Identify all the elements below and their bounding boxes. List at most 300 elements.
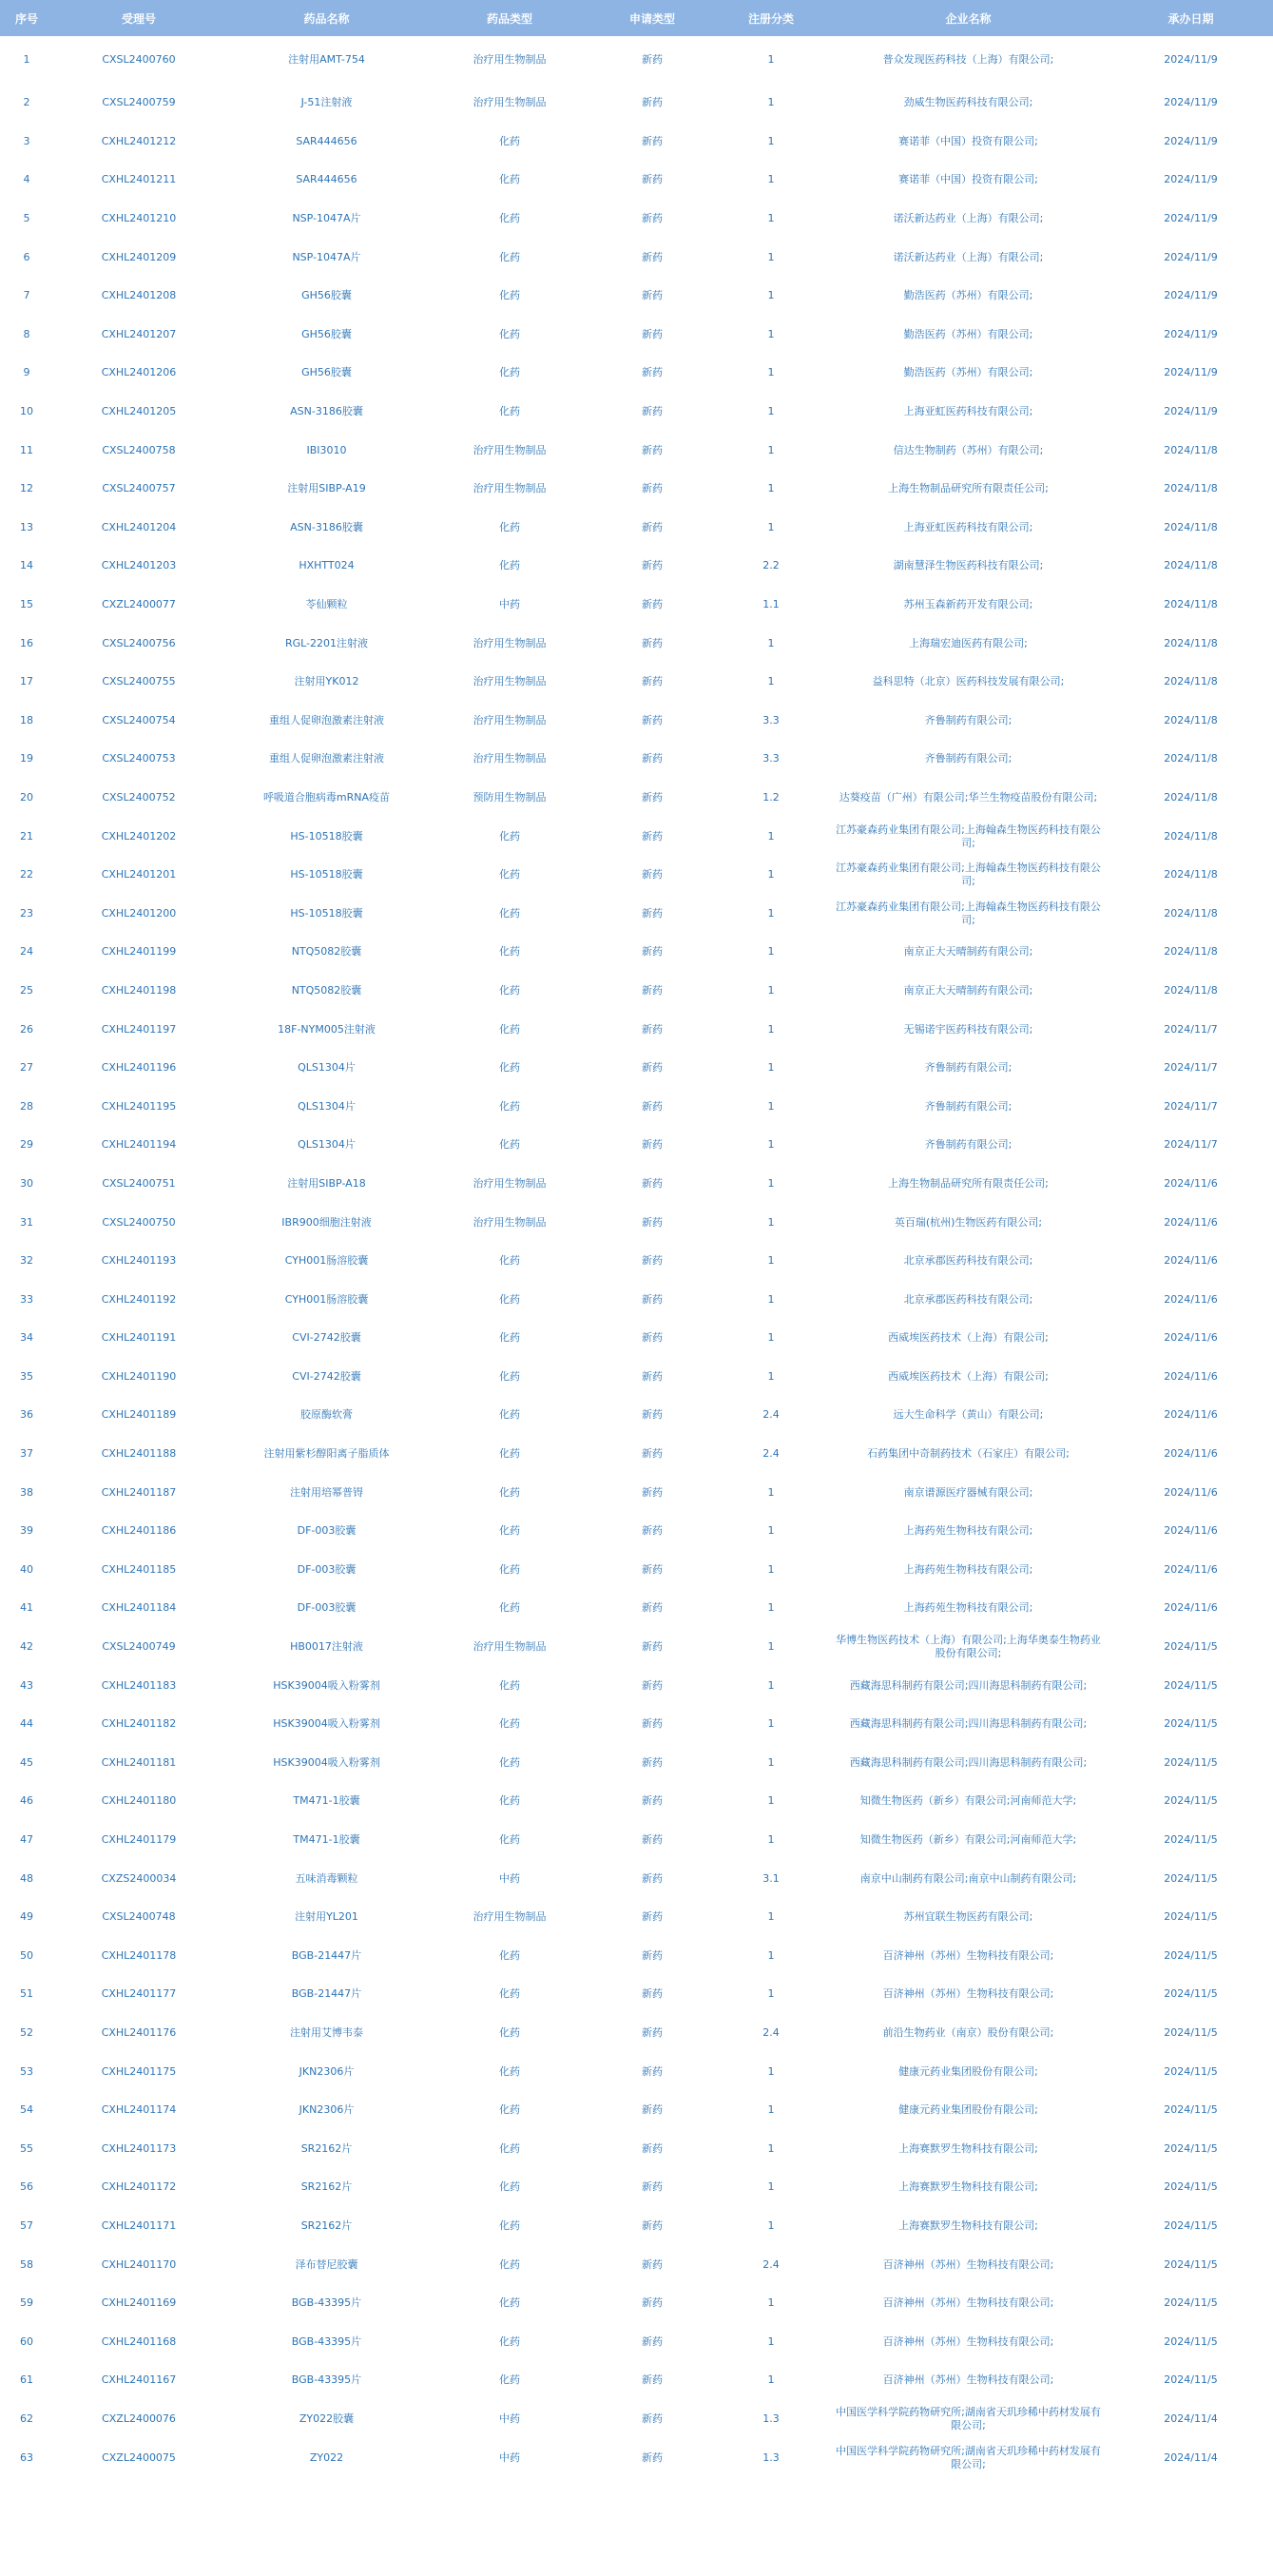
cell-company: 百济神州（苏州）生物科技有限公司; (882, 2257, 1054, 2271)
cell-drug-name: DF-003胶囊 (297, 1562, 357, 1576)
cell-index: 56 (20, 2180, 33, 2194)
table-row (0, 2400, 1273, 2439)
cell-date: 2024/11/8 (1164, 906, 1218, 920)
cell-date: 2024/11/4 (1164, 2411, 1218, 2425)
cell-company: 齐鲁制药有限公司; (924, 1061, 1013, 1075)
cell-registration-class: 1 (767, 327, 775, 340)
cell-drug-name: 注射用SIBP-A19 (287, 482, 366, 495)
cell-drug-type: 治疗用生物制品 (473, 96, 547, 109)
cell-drug-name: J-51注射液 (300, 96, 353, 109)
header-row (0, 0, 1273, 36)
cell-drug-type: 中药 (499, 2411, 520, 2425)
cell-drug-name: DF-003胶囊 (297, 1601, 357, 1615)
cell-drug-name: ZY022胶囊 (299, 2411, 355, 2425)
cell-index: 53 (20, 2064, 33, 2078)
cell-application-type: 新药 (642, 1601, 663, 1615)
cell-registration-class: 1 (767, 2373, 775, 2387)
cell-company: 健康元药业集团股份有限公司; (898, 2103, 1038, 2117)
cell-drug-type: 化药 (499, 1254, 520, 1268)
cell-application-type: 新药 (642, 1022, 663, 1036)
cell-acceptance-no: CXHL2401169 (101, 2296, 177, 2310)
cell-drug-type: 化药 (499, 1447, 520, 1461)
cell-drug-type: 化药 (499, 2025, 520, 2039)
cell-date: 2024/11/8 (1164, 675, 1218, 688)
cell-drug-type: 化药 (499, 289, 520, 302)
cell-index: 38 (20, 1485, 33, 1499)
cell-acceptance-no: CXHL2401199 (101, 945, 177, 959)
cell-date: 2024/11/8 (1164, 868, 1218, 881)
cell-registration-class: 1 (767, 1061, 775, 1075)
cell-registration-class: 2.2 (762, 559, 780, 572)
table-row (0, 1589, 1273, 1628)
cell-index: 20 (20, 790, 33, 804)
cell-acceptance-no: CXHL2401174 (101, 2103, 177, 2117)
cell-application-type: 新药 (642, 868, 663, 881)
header-index[interactable]: 序号 (0, 0, 53, 36)
cell-registration-class: 1 (767, 1717, 775, 1731)
cell-acceptance-no: CXHL2401208 (101, 289, 177, 302)
cell-acceptance-no: CXHL2401202 (101, 829, 177, 843)
cell-index: 7 (23, 289, 30, 302)
cell-drug-type: 化药 (499, 212, 520, 225)
cell-application-type: 新药 (642, 713, 663, 726)
cell-acceptance-no: CXZL2400077 (102, 598, 176, 611)
cell-registration-class: 1 (767, 636, 775, 649)
cell-company: 信达生物制药（苏州）有限公司; (893, 443, 1044, 456)
cell-acceptance-no: CXHL2401193 (101, 1254, 177, 1268)
cell-drug-type: 治疗用生物制品 (473, 675, 547, 688)
cell-registration-class: 1 (767, 1292, 775, 1306)
cell-drug-type: 化药 (499, 945, 520, 959)
cell-registration-class: 1 (767, 2296, 775, 2310)
cell-application-type: 新药 (642, 1369, 663, 1383)
cell-acceptance-no: CXHL2401171 (101, 2218, 177, 2232)
cell-index: 39 (20, 1524, 33, 1538)
cell-application-type: 新药 (642, 1562, 663, 1576)
table-row (0, 1203, 1273, 1242)
cell-index: 57 (20, 2218, 33, 2232)
header-application-type[interactable]: 申请类型 (590, 0, 714, 36)
table-row (0, 1628, 1273, 1667)
header-acceptance-no[interactable]: 受理号 (53, 0, 224, 36)
cell-index: 3 (23, 134, 30, 147)
cell-registration-class: 1 (767, 2218, 775, 2232)
cell-registration-class: 3.3 (762, 713, 780, 726)
cell-company: 上海赛默罗生物科技有限公司; (898, 2218, 1038, 2232)
cell-drug-type: 化药 (499, 1524, 520, 1538)
header-company[interactable]: 企业名称 (828, 0, 1109, 36)
cell-drug-type: 化药 (499, 1755, 520, 1769)
cell-acceptance-no: CXHL2401204 (101, 520, 177, 533)
cell-date: 2024/11/5 (1164, 1910, 1218, 1924)
table-row (0, 2361, 1273, 2400)
cell-company: 石药集团中奇制药技术（石家庄）有限公司; (867, 1447, 1070, 1461)
cell-index: 16 (20, 636, 33, 649)
cell-company: 齐鲁制药有限公司; (924, 713, 1013, 726)
cell-application-type: 新药 (642, 134, 663, 147)
cell-application-type: 新药 (642, 1061, 663, 1075)
cell-acceptance-no: CXSL2400759 (102, 96, 176, 109)
cell-date: 2024/11/6 (1164, 1215, 1218, 1229)
cell-drug-type: 化药 (499, 1601, 520, 1615)
cell-index: 54 (20, 2103, 33, 2117)
header-drug-type[interactable]: 药品类型 (429, 0, 590, 36)
cell-drug-name: HB0017注射液 (290, 1640, 363, 1654)
cell-registration-class: 1 (767, 1678, 775, 1692)
cell-company: 诺沃新达药业（上海）有限公司; (893, 212, 1044, 225)
cell-drug-type: 治疗用生物制品 (473, 482, 547, 495)
cell-date: 2024/11/5 (1164, 1717, 1218, 1731)
cell-application-type: 新药 (642, 327, 663, 340)
cell-index: 37 (20, 1447, 33, 1461)
cell-acceptance-no: CXSL2400752 (102, 790, 176, 804)
table-row (0, 1126, 1273, 1165)
cell-drug-name: NTQ5082胶囊 (291, 945, 362, 959)
cell-application-type: 新药 (642, 1717, 663, 1731)
table-row (0, 624, 1273, 663)
cell-drug-type: 化药 (499, 1369, 520, 1383)
cell-acceptance-no: CXZL2400075 (102, 2450, 176, 2464)
cell-acceptance-no: CXHL2401195 (101, 1099, 177, 1113)
cell-date: 2024/11/5 (1164, 2296, 1218, 2310)
cell-company: 诺沃新达药业（上海）有限公司; (893, 250, 1044, 263)
cell-acceptance-no: CXHL2401182 (101, 1717, 177, 1731)
table-row (0, 2207, 1273, 2246)
cell-registration-class: 1 (767, 1176, 775, 1190)
cell-drug-name: 注射用YK012 (294, 675, 359, 688)
cell-acceptance-no: CXHL2401172 (101, 2180, 177, 2194)
cell-index: 46 (20, 1794, 33, 1808)
cell-application-type: 新药 (642, 752, 663, 765)
cell-company: 上海生物制品研究所有限责任公司; (888, 1176, 1049, 1190)
cell-drug-name: CYH001肠溶胶囊 (284, 1254, 369, 1268)
cell-index: 15 (20, 598, 33, 611)
cell-acceptance-no: CXSL2400760 (102, 53, 176, 66)
cell-date: 2024/11/5 (1164, 2025, 1218, 2039)
cell-acceptance-no: CXSL2400755 (102, 675, 176, 688)
table-row (0, 470, 1273, 509)
cell-registration-class: 1 (767, 1524, 775, 1538)
cell-index: 22 (20, 868, 33, 881)
cell-drug-type: 治疗用生物制品 (473, 443, 547, 456)
cell-company: 上海亚虹医药科技有限公司; (903, 520, 1033, 533)
header-date[interactable]: 承办日期 (1109, 0, 1273, 36)
cell-registration-class: 1 (767, 1948, 775, 1962)
cell-registration-class: 1 (767, 675, 775, 688)
cell-application-type: 新药 (642, 1755, 663, 1769)
cell-acceptance-no: CXSL2400751 (102, 1176, 176, 1190)
cell-drug-name: SAR444656 (296, 173, 357, 186)
table-row (0, 200, 1273, 239)
cell-registration-class: 1 (767, 1138, 775, 1152)
cell-drug-type: 化药 (499, 906, 520, 920)
cell-index: 33 (20, 1292, 33, 1306)
cell-application-type: 新药 (642, 1948, 663, 1962)
cell-drug-name: JKN2306片 (299, 2064, 355, 2078)
cell-application-type: 新药 (642, 96, 663, 109)
table-row (0, 1898, 1273, 1937)
cell-registration-class: 1 (767, 1369, 775, 1383)
table-row (0, 123, 1273, 162)
table-row (0, 1280, 1273, 1319)
cell-company: 健康元药业集团股份有限公司; (898, 2064, 1038, 2078)
cell-company: 赛诺菲（中国）投资有限公司; (898, 134, 1038, 147)
cell-drug-name: ASN-3186胶囊 (290, 520, 363, 533)
cell-acceptance-no: CXZS2400034 (101, 1871, 177, 1885)
cell-drug-type: 中药 (499, 2450, 520, 2464)
cell-index: 17 (20, 675, 33, 688)
cell-drug-type: 化药 (499, 983, 520, 997)
cell-application-type: 新药 (642, 1138, 663, 1152)
cell-drug-type: 化药 (499, 2103, 520, 2117)
cell-date: 2024/11/5 (1164, 1987, 1218, 2001)
cell-company: 勤浩医药（苏州）有限公司; (903, 366, 1033, 379)
cell-drug-type: 化药 (499, 2141, 520, 2155)
cell-drug-type: 化药 (499, 1794, 520, 1808)
cell-registration-class: 1 (767, 1640, 775, 1654)
header-drug-name[interactable]: 药品名称 (224, 0, 429, 36)
cell-company: 知微生物医药（新乡）有限公司;河南师范大学; (859, 1794, 1077, 1808)
cell-registration-class: 1 (767, 1833, 775, 1847)
cell-company: 西藏海思科制药有限公司;四川海思科制药有限公司; (849, 1717, 1088, 1731)
cell-drug-type: 化药 (499, 520, 520, 533)
cell-acceptance-no: CXHL2401203 (101, 559, 177, 572)
cell-acceptance-no: CXHL2401198 (101, 983, 177, 997)
cell-drug-type: 治疗用生物制品 (473, 713, 547, 726)
cell-acceptance-no: CXSL2400754 (102, 713, 176, 726)
cell-index: 62 (20, 2411, 33, 2425)
table-row (0, 1666, 1273, 1705)
cell-index: 18 (20, 713, 33, 726)
cell-drug-type: 化药 (499, 1099, 520, 1113)
cell-application-type: 新药 (642, 945, 663, 959)
cell-date: 2024/11/5 (1164, 2257, 1218, 2271)
cell-acceptance-no: CXSL2400756 (102, 636, 176, 649)
cell-registration-class: 1 (767, 96, 775, 109)
cell-acceptance-no: CXHL2401170 (101, 2257, 177, 2271)
table-row (0, 2168, 1273, 2207)
cell-application-type: 新药 (642, 2180, 663, 2194)
cell-drug-name: BGB-43395片 (291, 2334, 362, 2348)
cell-drug-type: 化药 (499, 1138, 520, 1152)
cell-registration-class: 1 (767, 1215, 775, 1229)
table-row (0, 1165, 1273, 1204)
cell-acceptance-no: CXHL2401201 (101, 868, 177, 881)
cell-company: 百济神州（苏州）生物科技有限公司; (882, 2373, 1054, 2387)
table-row (0, 663, 1273, 702)
cell-date: 2024/11/5 (1164, 1948, 1218, 1962)
cell-drug-name: 胶原酶软膏 (300, 1408, 353, 1422)
cell-registration-class: 1 (767, 1254, 775, 1268)
table-row (0, 1937, 1273, 1976)
cell-acceptance-no: CXHL2401190 (101, 1369, 177, 1383)
cell-drug-name: ASN-3186胶囊 (290, 405, 363, 418)
cell-index: 47 (20, 1833, 33, 1847)
cell-company: 百济神州（苏州）生物科技有限公司; (882, 1948, 1054, 1962)
cell-drug-name: 重组人促卵泡激素注射液 (269, 752, 384, 765)
cell-date: 2024/11/9 (1164, 405, 1218, 418)
cell-acceptance-no: CXHL2401180 (101, 1794, 177, 1808)
cell-acceptance-no: CXHL2401187 (101, 1485, 177, 1499)
cell-registration-class: 1 (767, 134, 775, 147)
cell-date: 2024/11/9 (1164, 212, 1218, 225)
cell-drug-type: 治疗用生物制品 (473, 1215, 547, 1229)
cell-drug-name: CVI-2742胶囊 (292, 1369, 361, 1383)
cell-date: 2024/11/8 (1164, 598, 1218, 611)
cell-application-type: 新药 (642, 1176, 663, 1190)
cell-application-type: 新药 (642, 2296, 663, 2310)
cell-date: 2024/11/5 (1164, 1794, 1218, 1808)
cell-registration-class: 3.3 (762, 752, 780, 765)
table-row (0, 316, 1273, 355)
table-row (0, 2245, 1273, 2284)
cell-application-type: 新药 (642, 598, 663, 611)
table-row (0, 1049, 1273, 1088)
cell-company: 勤浩医药（苏州）有限公司; (903, 327, 1033, 340)
cell-drug-type: 化药 (499, 366, 520, 379)
cell-date: 2024/11/9 (1164, 289, 1218, 302)
cell-date: 2024/11/9 (1164, 173, 1218, 186)
cell-drug-type: 治疗用生物制品 (473, 636, 547, 649)
cell-drug-type: 中药 (499, 598, 520, 611)
cell-drug-type: 化药 (499, 405, 520, 418)
cell-index: 42 (20, 1640, 33, 1654)
cell-application-type: 新药 (642, 1292, 663, 1306)
cell-date: 2024/11/9 (1164, 134, 1218, 147)
cell-drug-name: 注射用艾博韦泰 (290, 2025, 363, 2039)
cell-drug-name: 注射用培幂普锝 (290, 1485, 363, 1499)
cell-drug-type: 化药 (499, 1331, 520, 1345)
cell-date: 2024/11/5 (1164, 2373, 1218, 2387)
cell-company: 西威埃医药技术（上海）有限公司; (888, 1331, 1049, 1345)
cell-acceptance-no: CXHL2401194 (101, 1138, 177, 1152)
cell-date: 2024/11/8 (1164, 790, 1218, 804)
cell-date: 2024/11/5 (1164, 1833, 1218, 1847)
cell-drug-name: BGB-21447片 (291, 1948, 362, 1962)
cell-company: 百济神州（苏州）生物科技有限公司; (882, 2334, 1054, 2348)
cell-registration-class: 1 (767, 1562, 775, 1576)
cell-acceptance-no: CXHL2401200 (101, 906, 177, 920)
cell-acceptance-no: CXHL2401179 (101, 1833, 177, 1847)
cell-acceptance-no: CXHL2401197 (101, 1022, 177, 1036)
cell-drug-type: 化药 (499, 1948, 520, 1962)
cell-drug-type: 化药 (499, 1562, 520, 1576)
cell-company: 英百瑞(杭州)生物医药有限公司; (894, 1215, 1043, 1229)
cell-drug-type: 化药 (499, 1485, 520, 1499)
header-registration-class[interactable]: 注册分类 (714, 0, 828, 36)
cell-registration-class: 1 (767, 2180, 775, 2194)
cell-application-type: 新药 (642, 1215, 663, 1229)
cell-drug-name: ZY022 (309, 2450, 344, 2464)
cell-acceptance-no: CXHL2401178 (101, 1948, 177, 1962)
cell-index: 30 (20, 1176, 33, 1190)
cell-acceptance-no: CXHL2401192 (101, 1292, 177, 1306)
cell-index: 26 (20, 1022, 33, 1036)
cell-index: 13 (20, 520, 33, 533)
cell-company: 达葵疫苗（广州）有限公司;华兰生物疫苗股份有限公司; (839, 790, 1098, 804)
table-row (0, 1087, 1273, 1126)
table-row (0, 1358, 1273, 1397)
cell-drug-type: 化药 (499, 2334, 520, 2348)
cell-registration-class: 1 (767, 2334, 775, 2348)
cell-registration-class: 1 (767, 250, 775, 263)
cell-application-type: 新药 (642, 2025, 663, 2039)
cell-drug-name: HSK39004吸入粉雾剂 (273, 1678, 380, 1692)
table-row (0, 84, 1273, 123)
table-row (0, 1010, 1273, 1049)
cell-drug-type: 化药 (499, 1833, 520, 1847)
cell-index: 40 (20, 1562, 33, 1576)
cell-index: 59 (20, 2296, 33, 2310)
cell-application-type: 新药 (642, 1910, 663, 1924)
cell-acceptance-no: CXHL2401184 (101, 1601, 177, 1615)
cell-company: 上海亚虹医药科技有限公司; (903, 405, 1033, 418)
cell-application-type: 新药 (642, 1987, 663, 2001)
cell-company: 无锡诺宇医药科技有限公司; (903, 1022, 1033, 1036)
cell-date: 2024/11/6 (1164, 1447, 1218, 1461)
cell-date: 2024/11/7 (1164, 1099, 1218, 1113)
cell-drug-name: TM471-1胶囊 (293, 1794, 360, 1808)
cell-date: 2024/11/6 (1164, 1176, 1218, 1190)
cell-acceptance-no: CXHL2401186 (101, 1524, 177, 1538)
cell-company: 江苏豪森药业集团有限公司;上海翰森生物医药科技有限公司; (836, 862, 1101, 888)
cell-index: 29 (20, 1138, 33, 1152)
cell-company: 湖南慧泽生物医药科技有限公司; (893, 559, 1044, 572)
cell-acceptance-no: CXZL2400076 (102, 2411, 176, 2425)
table-row (0, 2284, 1273, 2323)
cell-application-type: 新药 (642, 790, 663, 804)
cell-drug-type: 化药 (499, 2373, 520, 2387)
table-row (0, 1782, 1273, 1821)
cell-drug-type: 治疗用生物制品 (473, 53, 547, 66)
cell-date: 2024/11/6 (1164, 1369, 1218, 1383)
cell-application-type: 新药 (642, 482, 663, 495)
cell-registration-class: 1 (767, 1755, 775, 1769)
cell-acceptance-no: CXHL2401181 (101, 1755, 177, 1769)
cell-registration-class: 1 (767, 2141, 775, 2155)
table-row (0, 393, 1273, 432)
cell-company: 上海瑞宏迪医药有限公司; (909, 636, 1028, 649)
cell-date: 2024/11/5 (1164, 1640, 1218, 1654)
cell-drug-name: SR2162片 (300, 2180, 353, 2194)
cell-acceptance-no: CXHL2401188 (101, 1447, 177, 1461)
cell-index: 12 (20, 482, 33, 495)
cell-application-type: 新药 (642, 212, 663, 225)
cell-application-type: 新药 (642, 1099, 663, 1113)
cell-index: 35 (20, 1369, 33, 1383)
cell-date: 2024/11/6 (1164, 1331, 1218, 1345)
cell-company: 齐鲁制药有限公司; (924, 1099, 1013, 1113)
cell-index: 32 (20, 1254, 33, 1268)
cell-registration-class: 1 (767, 212, 775, 225)
cell-index: 49 (20, 1910, 33, 1924)
table-row (0, 2322, 1273, 2361)
cell-company: 中国医学科学院药物研究所;湖南省天玑珍稀中药材发展有限公司; (836, 2405, 1101, 2431)
cell-acceptance-no: CXHL2401211 (101, 173, 177, 186)
cell-company: 中国医学科学院药物研究所;湖南省天玑珍稀中药材发展有限公司; (836, 2444, 1101, 2470)
cell-drug-type: 化药 (499, 1987, 520, 2001)
cell-index: 52 (20, 2025, 33, 2039)
cell-company: 华博生物医药技术（上海）有限公司;上海华奥泰生物药业股份有限公司; (836, 1634, 1101, 1660)
cell-index: 14 (20, 559, 33, 572)
cell-drug-type: 预防用生物制品 (473, 790, 547, 804)
cell-drug-type: 化药 (499, 2180, 520, 2194)
cell-acceptance-no: CXHL2401212 (101, 134, 177, 147)
cell-index: 48 (20, 1871, 33, 1885)
cell-registration-class: 1 (767, 1910, 775, 1924)
cell-registration-class: 1 (767, 1987, 775, 2001)
cell-drug-name: GH56胶囊 (301, 327, 352, 340)
